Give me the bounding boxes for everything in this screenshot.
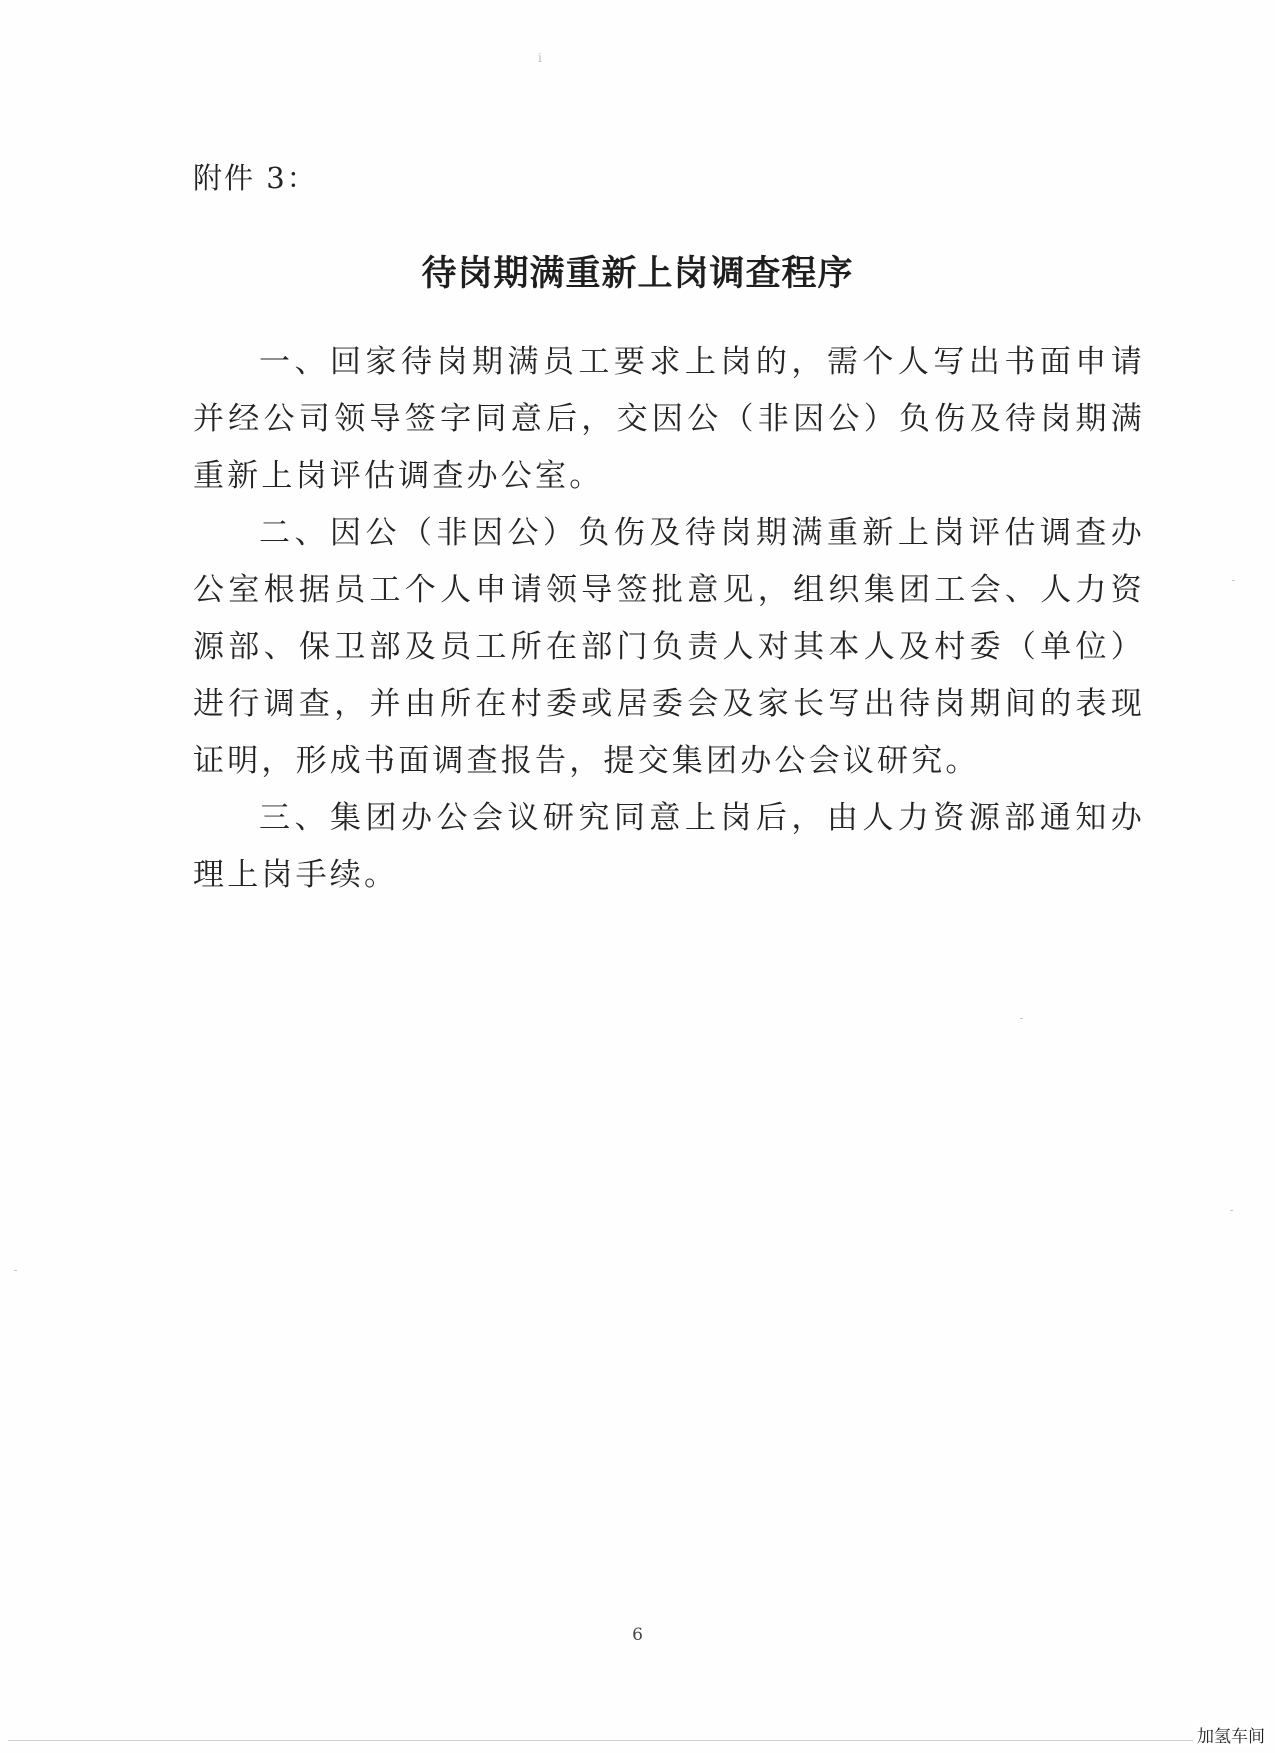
page-number: 6 [632, 1625, 643, 1645]
footer-brand-label: 加氢车间 [1193, 1722, 1269, 1747]
footer-divider [8, 1740, 1193, 1741]
scan-speck [1230, 1210, 1233, 1211]
scan-speck [1020, 1018, 1023, 1019]
paragraph-2: 二、因公（非因公）负伤及待岗期满重新上岗评估调查办公室根据员工个人申请领导签批意见，组织集团工会、人力资源部、保卫部及员工所在部门负责人对其本人及村委（单位）进行调查，并由所在村委或居委会及家长写出待岗期间的表现证明，形成书面调查报告，提交集团办公会议研究。 [193, 515, 1145, 779]
document-title: 待岗期满重新上岗调查程序 [421, 253, 854, 294]
scan-speck [1232, 580, 1235, 581]
paragraph-1: 一、回家待岗期满员工要求上岗的，需个人写出书面申请并经公司领导签字同意后，交因公（非因公）负伤及待岗期满重新上岗评估调查办公室。 [193, 344, 1145, 494]
paragraph-3: 三、集团办公会议研究同意上岗后，由人力资源部通知办理上岗手续。 [193, 800, 1145, 893]
scan-artifact: ⅰ [538, 51, 542, 65]
attachment-label: 附件 3： [193, 161, 318, 195]
scan-speck [14, 1270, 17, 1271]
document-body [193, 334, 1145, 904]
